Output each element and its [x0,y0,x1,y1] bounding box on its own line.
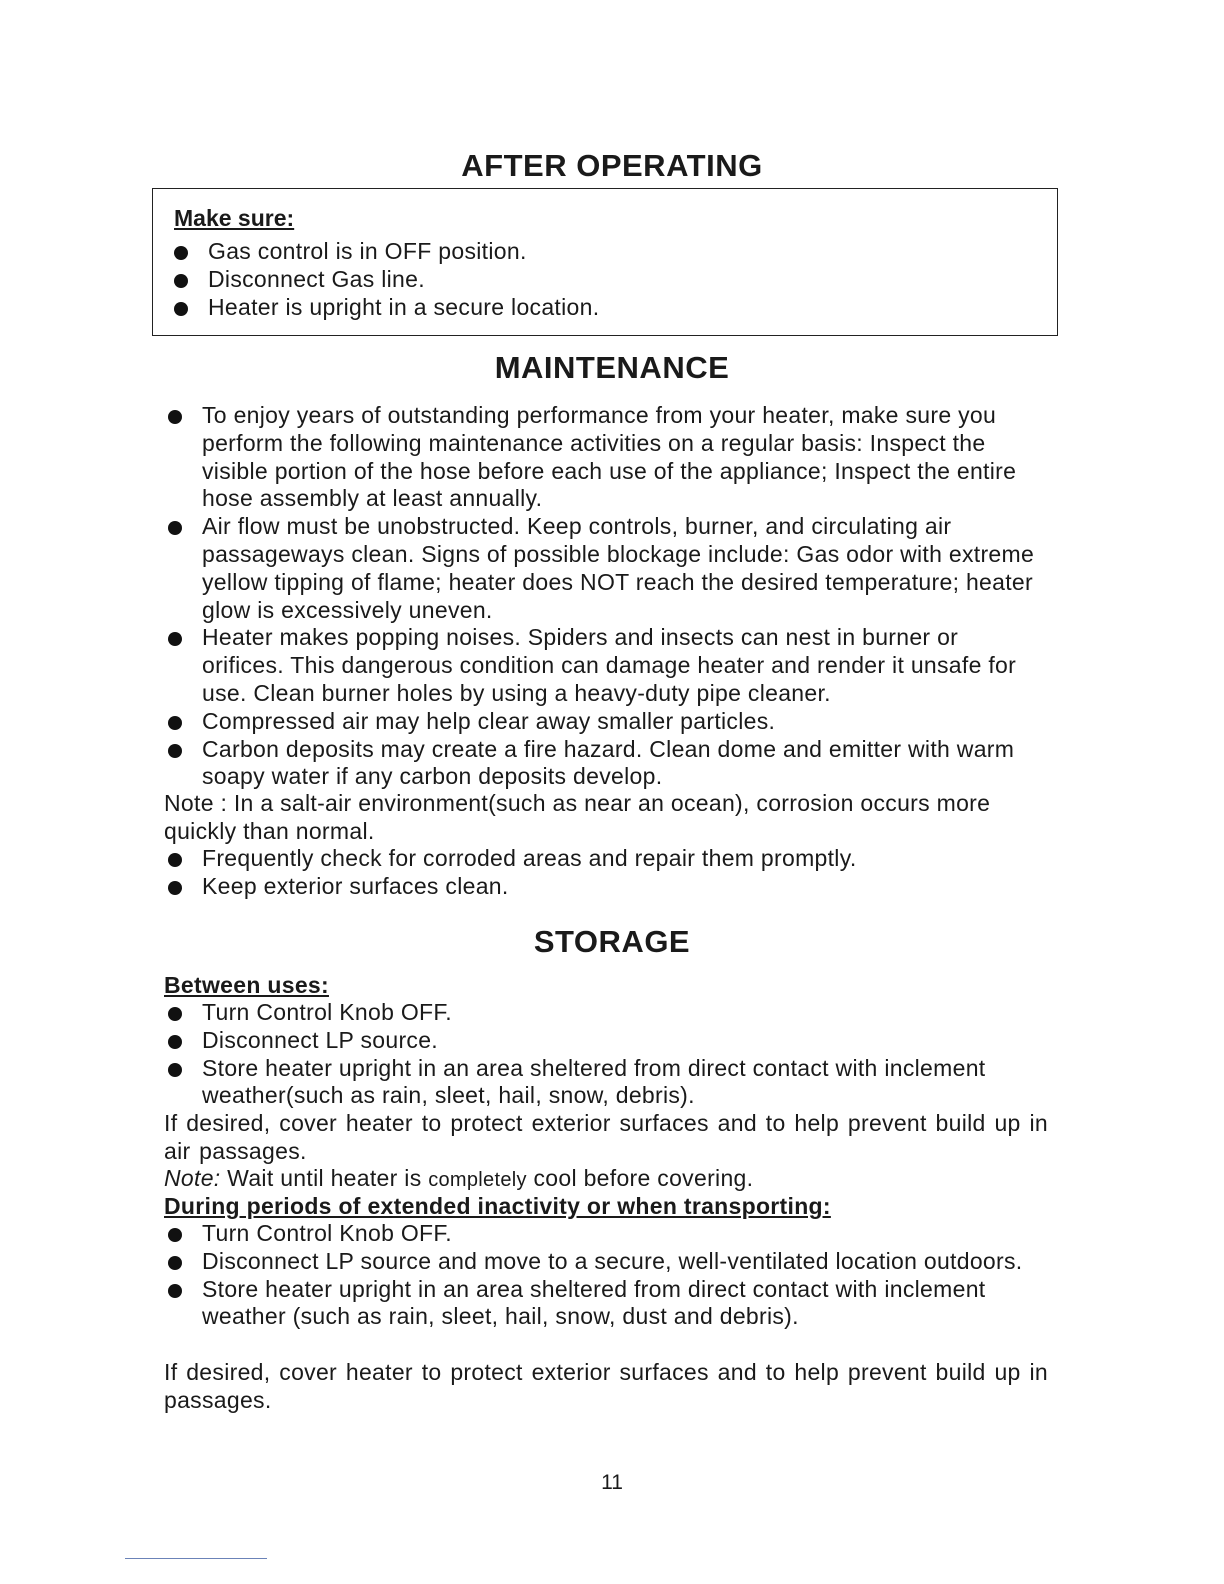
list-item: Disconnect LP source. [164,1027,1044,1055]
list-item: Air flow must be unobstructed. Keep controls, burner, and circulating air passageways clean. Signs of possible blockage include: Gas odor with extreme yellow tipping of flame; heater does NOT reach the desired temperature; heater glow is excessively uneven. [164,513,1044,624]
maintenance-note: Note : In a salt-air environment(such as near an ocean), corrosion occurs more quickly than normal. [164,790,991,844]
bullet-icon [168,1063,182,1077]
list-item: Turn Control Knob OFF. [164,1220,1044,1248]
bullet-icon [168,1228,182,1242]
list-item: Keep exterior surfaces clean. [164,873,1044,901]
list-item: Gas control is in OFF position. [170,238,1040,266]
bullet-icon [168,521,182,535]
list-item: Disconnect LP source and move to a secure, well-ventilated location outdoors. [164,1248,1044,1276]
list-item: Disconnect Gas line. [170,266,1040,294]
list-item: Heater makes popping noises. Spiders and insects can nest in burner or orifices. This dangerous condition can damage heater and render it unsafe for use. Clean burner holes by using a heavy-duty pipe cleaner. [164,624,1044,707]
bullet-icon [174,302,188,316]
make-sure-list [170,238,1040,321]
bullet-icon [168,410,182,424]
maintenance-list [164,402,1044,791]
maintenance-title: MAINTENANCE [494,350,730,385]
maintenance-note-list [164,845,1044,901]
bullet-icon [168,632,182,646]
make-sure-heading: Make sure: [174,205,295,231]
between-uses-heading: Between uses: [164,972,329,998]
storage-title: STORAGE [533,924,691,959]
after-operating-title: AFTER OPERATING [461,148,763,183]
between-uses-list [164,999,1044,1110]
page-number: 11 [601,1471,623,1494]
list-item: Compressed air may help clear away smaller particles. [164,708,1044,736]
list-item: Heater is upright in a secure location. [170,294,1040,322]
bullet-icon [168,1284,182,1298]
list-item: Frequently check for corroded areas and repair them promptly. [164,845,1044,873]
bullet-icon [174,246,188,260]
list-item: Turn Control Knob OFF. [164,999,1044,1027]
list-item: Store heater upright in an area sheltered from direct contact with inclement weather (such as rain, sleet, hail, snow, dust and debris). [164,1276,1044,1332]
bullet-icon [174,274,188,288]
extended-inactivity-list [164,1220,1044,1331]
bullet-icon [168,716,182,730]
list-item: Carbon deposits may create a fire hazard. Clean dome and emitter with warm soapy water if any carbon deposits develop. [164,736,1044,792]
bullet-icon [168,1035,182,1049]
storage-note: Note: Wait until heater is completely cool before covering. [164,1165,754,1191]
make-sure-box [152,188,1058,336]
list-item: Store heater upright in an area sheltered from direct contact with inclement weather(such as rain, sleet, hail, snow, debris). [164,1055,1044,1111]
extended-inactivity-heading: During periods of extended inactivity or when transporting: [164,1193,831,1219]
footer-divider [125,1558,267,1559]
bullet-icon [168,853,182,867]
extended-inactivity-paragraph: If desired, cover heater to protect exterior surfaces and to help prevent build up in passages. [164,1359,1048,1413]
bullet-icon [168,744,182,758]
between-uses-paragraph: If desired, cover heater to protect exterior surfaces and to help prevent build up in air passages. [164,1110,1048,1164]
bullet-icon [168,1007,182,1021]
bullet-icon [168,1256,182,1270]
bullet-icon [168,881,182,895]
list-item: To enjoy years of outstanding performance from your heater, make sure you perform the following maintenance activities on a regular basis: Inspect the visible portion of the hose before each use of the appliance; Inspect the entire hose assembly at least annually. [164,402,1044,513]
